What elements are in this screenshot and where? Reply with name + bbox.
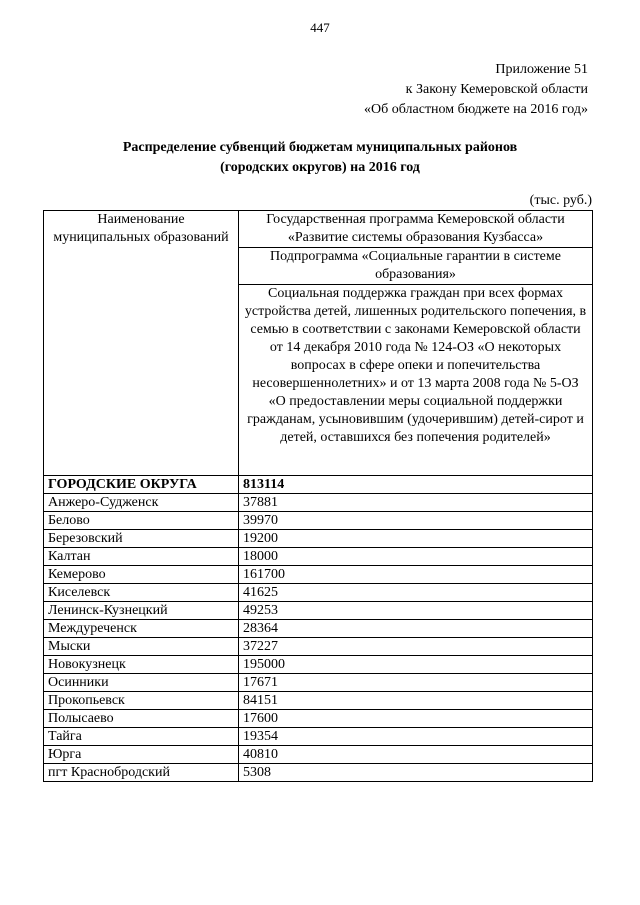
municipality-name-cell: Мыски: [44, 638, 239, 656]
header-subprogram: Подпрограмма «Социальные гарантии в системе образования»: [239, 248, 593, 285]
municipality-name-cell: Ленинск-Кузнецкий: [44, 602, 239, 620]
subsidy-amount-cell: 40810: [239, 746, 593, 764]
municipality-name-cell: Новокузнецк: [44, 656, 239, 674]
units-label: (тыс. руб.): [529, 193, 592, 208]
subsidy-table: [43, 210, 593, 782]
municipality-name-cell: Осинники: [44, 674, 239, 692]
table-row: [44, 512, 593, 530]
table-total-row: [44, 476, 593, 494]
subsidy-amount-cell: 5308: [239, 764, 593, 782]
municipality-name-cell: Анжеро-Судженск: [44, 494, 239, 512]
municipality-name-cell: Юрга: [44, 746, 239, 764]
municipality-name-cell: Калтан: [44, 548, 239, 566]
municipality-name-cell: Полысаево: [44, 710, 239, 728]
table-row: [44, 620, 593, 638]
subsidy-amount-cell: 49253: [239, 602, 593, 620]
header-state-program: Государственная программа Кемеровской области «Развитие системы образования Кузбасса»: [239, 211, 593, 248]
table-row: [44, 674, 593, 692]
subsidy-amount-cell: 37227: [239, 638, 593, 656]
municipality-name-cell: Березовский: [44, 530, 239, 548]
municipality-name-cell: Тайга: [44, 728, 239, 746]
table-row: [44, 764, 593, 782]
table-row: [44, 530, 593, 548]
table-row: [44, 584, 593, 602]
municipality-name-cell: Прокопьевск: [44, 692, 239, 710]
table-row: [44, 494, 593, 512]
subsidy-amount-cell: 41625: [239, 584, 593, 602]
subsidy-amount-cell: 17671: [239, 674, 593, 692]
appendix-line-3: «Об областном бюджете на 2016 год»: [364, 102, 588, 117]
municipality-name-cell: Междуреченск: [44, 620, 239, 638]
subsidy-amount-cell: 37881: [239, 494, 593, 512]
subsidy-amount-cell: 84151: [239, 692, 593, 710]
title-line-2: (городских округов) на 2016 год: [220, 160, 420, 175]
title-line-1: Распределение субвенций бюджетам муниципальных районов: [122, 140, 518, 155]
table-row: [44, 638, 593, 656]
page-number: 447: [310, 20, 330, 35]
subsidy-amount-cell: 17600: [239, 710, 593, 728]
table-row: [44, 566, 593, 584]
table-row: [44, 548, 593, 566]
table-row: [44, 656, 593, 674]
subsidy-amount-cell: 19354: [239, 728, 593, 746]
municipality-name-cell: Белово: [44, 512, 239, 530]
table-row: [44, 602, 593, 620]
header-social-support-measure: Социальная поддержка граждан при всех формах устройства детей, лишенных родительского попечения, в семью в соответствии с законами Кемеровской области от 14 декабря 2010 года № 124-ОЗ «О некоторых вопросах в сфере опеки и попечительства несовершеннолетних» и от 13 марта 2008 года № 5-ОЗ «О предоставлении меры социальной поддержки гражданам, усыновившим (удочерившим) детей-сирот и детей, оставшихся без попечения родителей»: [239, 285, 593, 476]
municipality-name-cell: ГОРОДСКИЕ ОКРУГА: [44, 476, 239, 494]
header-municipality-name: Наименование муниципальных образований: [44, 211, 239, 476]
appendix-line-1: Приложение 51: [495, 62, 588, 77]
municipality-name-cell: Киселевск: [44, 584, 239, 602]
subsidy-amount-cell: 19200: [239, 530, 593, 548]
table-row: [44, 746, 593, 764]
table-row: [44, 728, 593, 746]
subsidy-amount-cell: 18000: [239, 548, 593, 566]
municipality-name-cell: Кемерово: [44, 566, 239, 584]
table-row: [44, 692, 593, 710]
appendix-header: [364, 60, 588, 120]
municipality-name-cell: пгт Краснобродский: [44, 764, 239, 782]
appendix-line-2: к Закону Кемеровской области: [405, 82, 588, 97]
subsidy-amount-cell: 195000: [239, 656, 593, 674]
subsidy-amount-cell: 161700: [239, 566, 593, 584]
table-row: [44, 710, 593, 728]
document-title: [0, 138, 640, 178]
header-row-program: [44, 211, 593, 248]
subsidy-amount-cell: 39970: [239, 512, 593, 530]
subsidy-amount-cell: 813114: [239, 476, 593, 494]
subsidy-amount-cell: 28364: [239, 620, 593, 638]
